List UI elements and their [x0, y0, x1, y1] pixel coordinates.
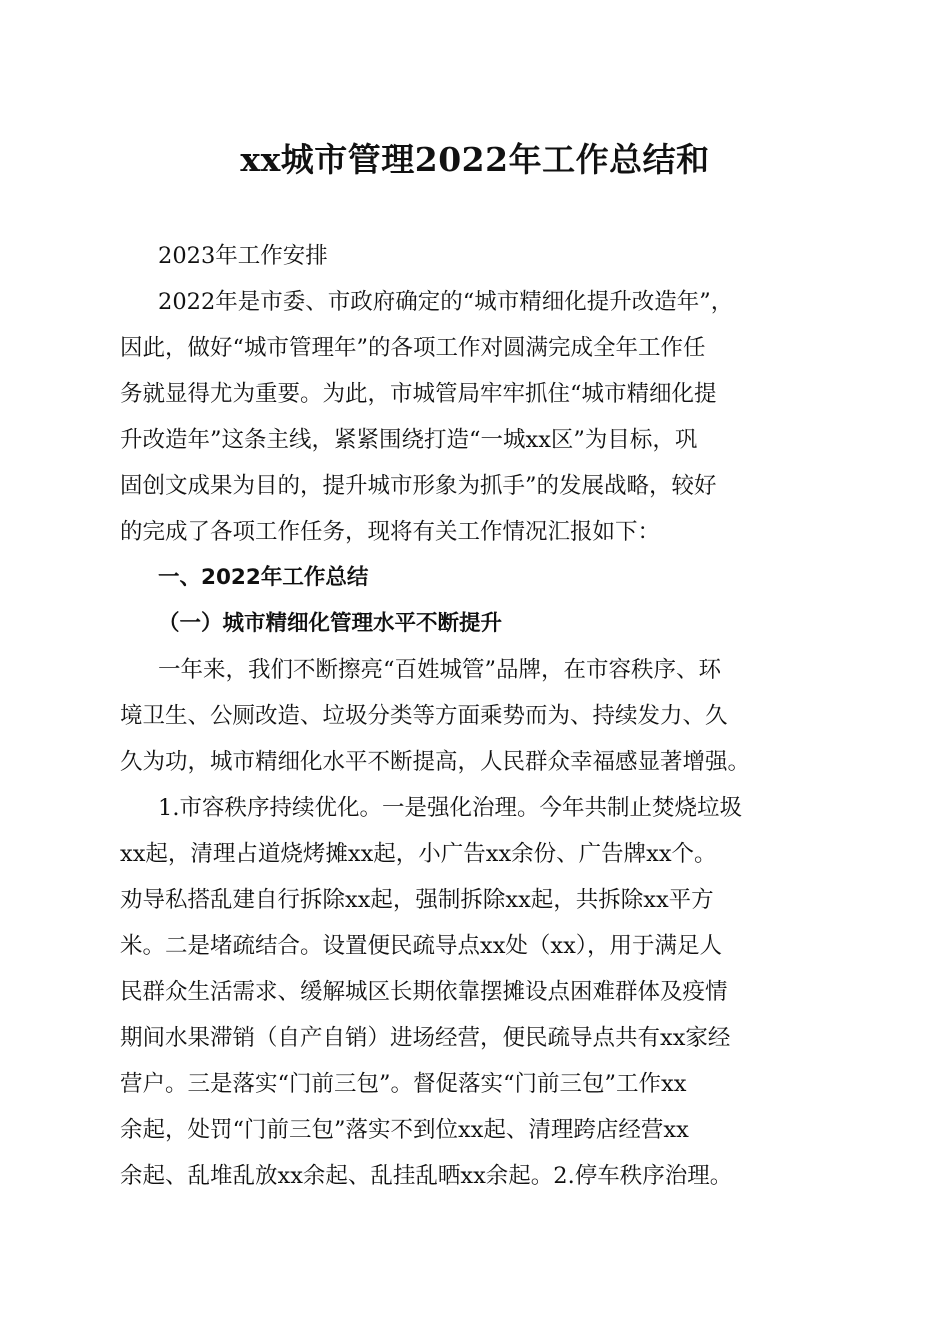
intro-line: 的完成了各项工作任务，现将有关工作情况汇报如下： [120, 519, 661, 545]
paragraph-line: xx起，清理占道烧烤摊xx起，小广告xx余份、广告牌xx个。 [120, 841, 717, 867]
paragraph-line: 1.市容秩序持续优化。一是强化治理。今年共制止焚烧垃圾 [158, 795, 742, 821]
section-heading: 一、2022年工作总结 [158, 565, 369, 590]
intro-line: 2022年是市委、市政府确定的“城市精细化提升改造年”， [158, 289, 734, 315]
paragraph-line: 余起，处罚“门前三包”落实不到位xx起、清理跨店经营xx [120, 1117, 689, 1143]
document-title: xx城市管理2022年工作总结和 [240, 140, 710, 179]
paragraph-line: 期间水果滞销（自产自销）进场经营，便民疏导点共有xx家经 [120, 1025, 731, 1051]
intro-line: 固创文成果为目的，提升城市形象为抓手”的发展战略，较好 [120, 473, 717, 499]
paragraph-line: 久为功，城市精细化水平不断提高，人民群众幸福感显著增强。 [120, 749, 751, 775]
subsection-heading: （一）城市精细化管理水平不断提升 [158, 611, 503, 636]
intro-line: 务就显得尤为重要。为此，市城管局牢牢抓住“城市精细化提 [120, 381, 717, 407]
paragraph-line: 一年来，我们不断擦亮“百姓城管”品牌，在市容秩序、环 [158, 657, 722, 683]
paragraph-line: 余起、乱堆乱放xx余起、乱挂乱晒xx余起。2.停车秩序治理。 [120, 1163, 733, 1189]
subtitle-line: 2023年工作安排 [158, 243, 328, 269]
paragraph-line: 民群众生活需求、缓解城区长期依靠摆摊设点困难群体及疫情 [120, 979, 728, 1005]
paragraph-line: 营户。三是落实“门前三包”。督促落实“门前三包”工作xx [120, 1071, 687, 1097]
paragraph-line: 劝导私搭乱建自行拆除xx起，强制拆除xx起，共拆除xx平方 [120, 887, 714, 913]
paragraph-line: 米。二是堵疏结合。设置便民疏导点xx处（xx），用于满足人 [120, 933, 723, 959]
document-body [120, 233, 832, 1199]
paragraph-line: 境卫生、公厕改造、垃圾分类等方面乘势而为、持续发力、久 [120, 703, 728, 729]
intro-line: 因此，做好“城市管理年”的各项工作对圆满完成全年工作任 [120, 335, 706, 361]
intro-line: 升改造年”这条主线，紧紧围绕打造“一城xx区”为目标，巩 [120, 427, 698, 453]
